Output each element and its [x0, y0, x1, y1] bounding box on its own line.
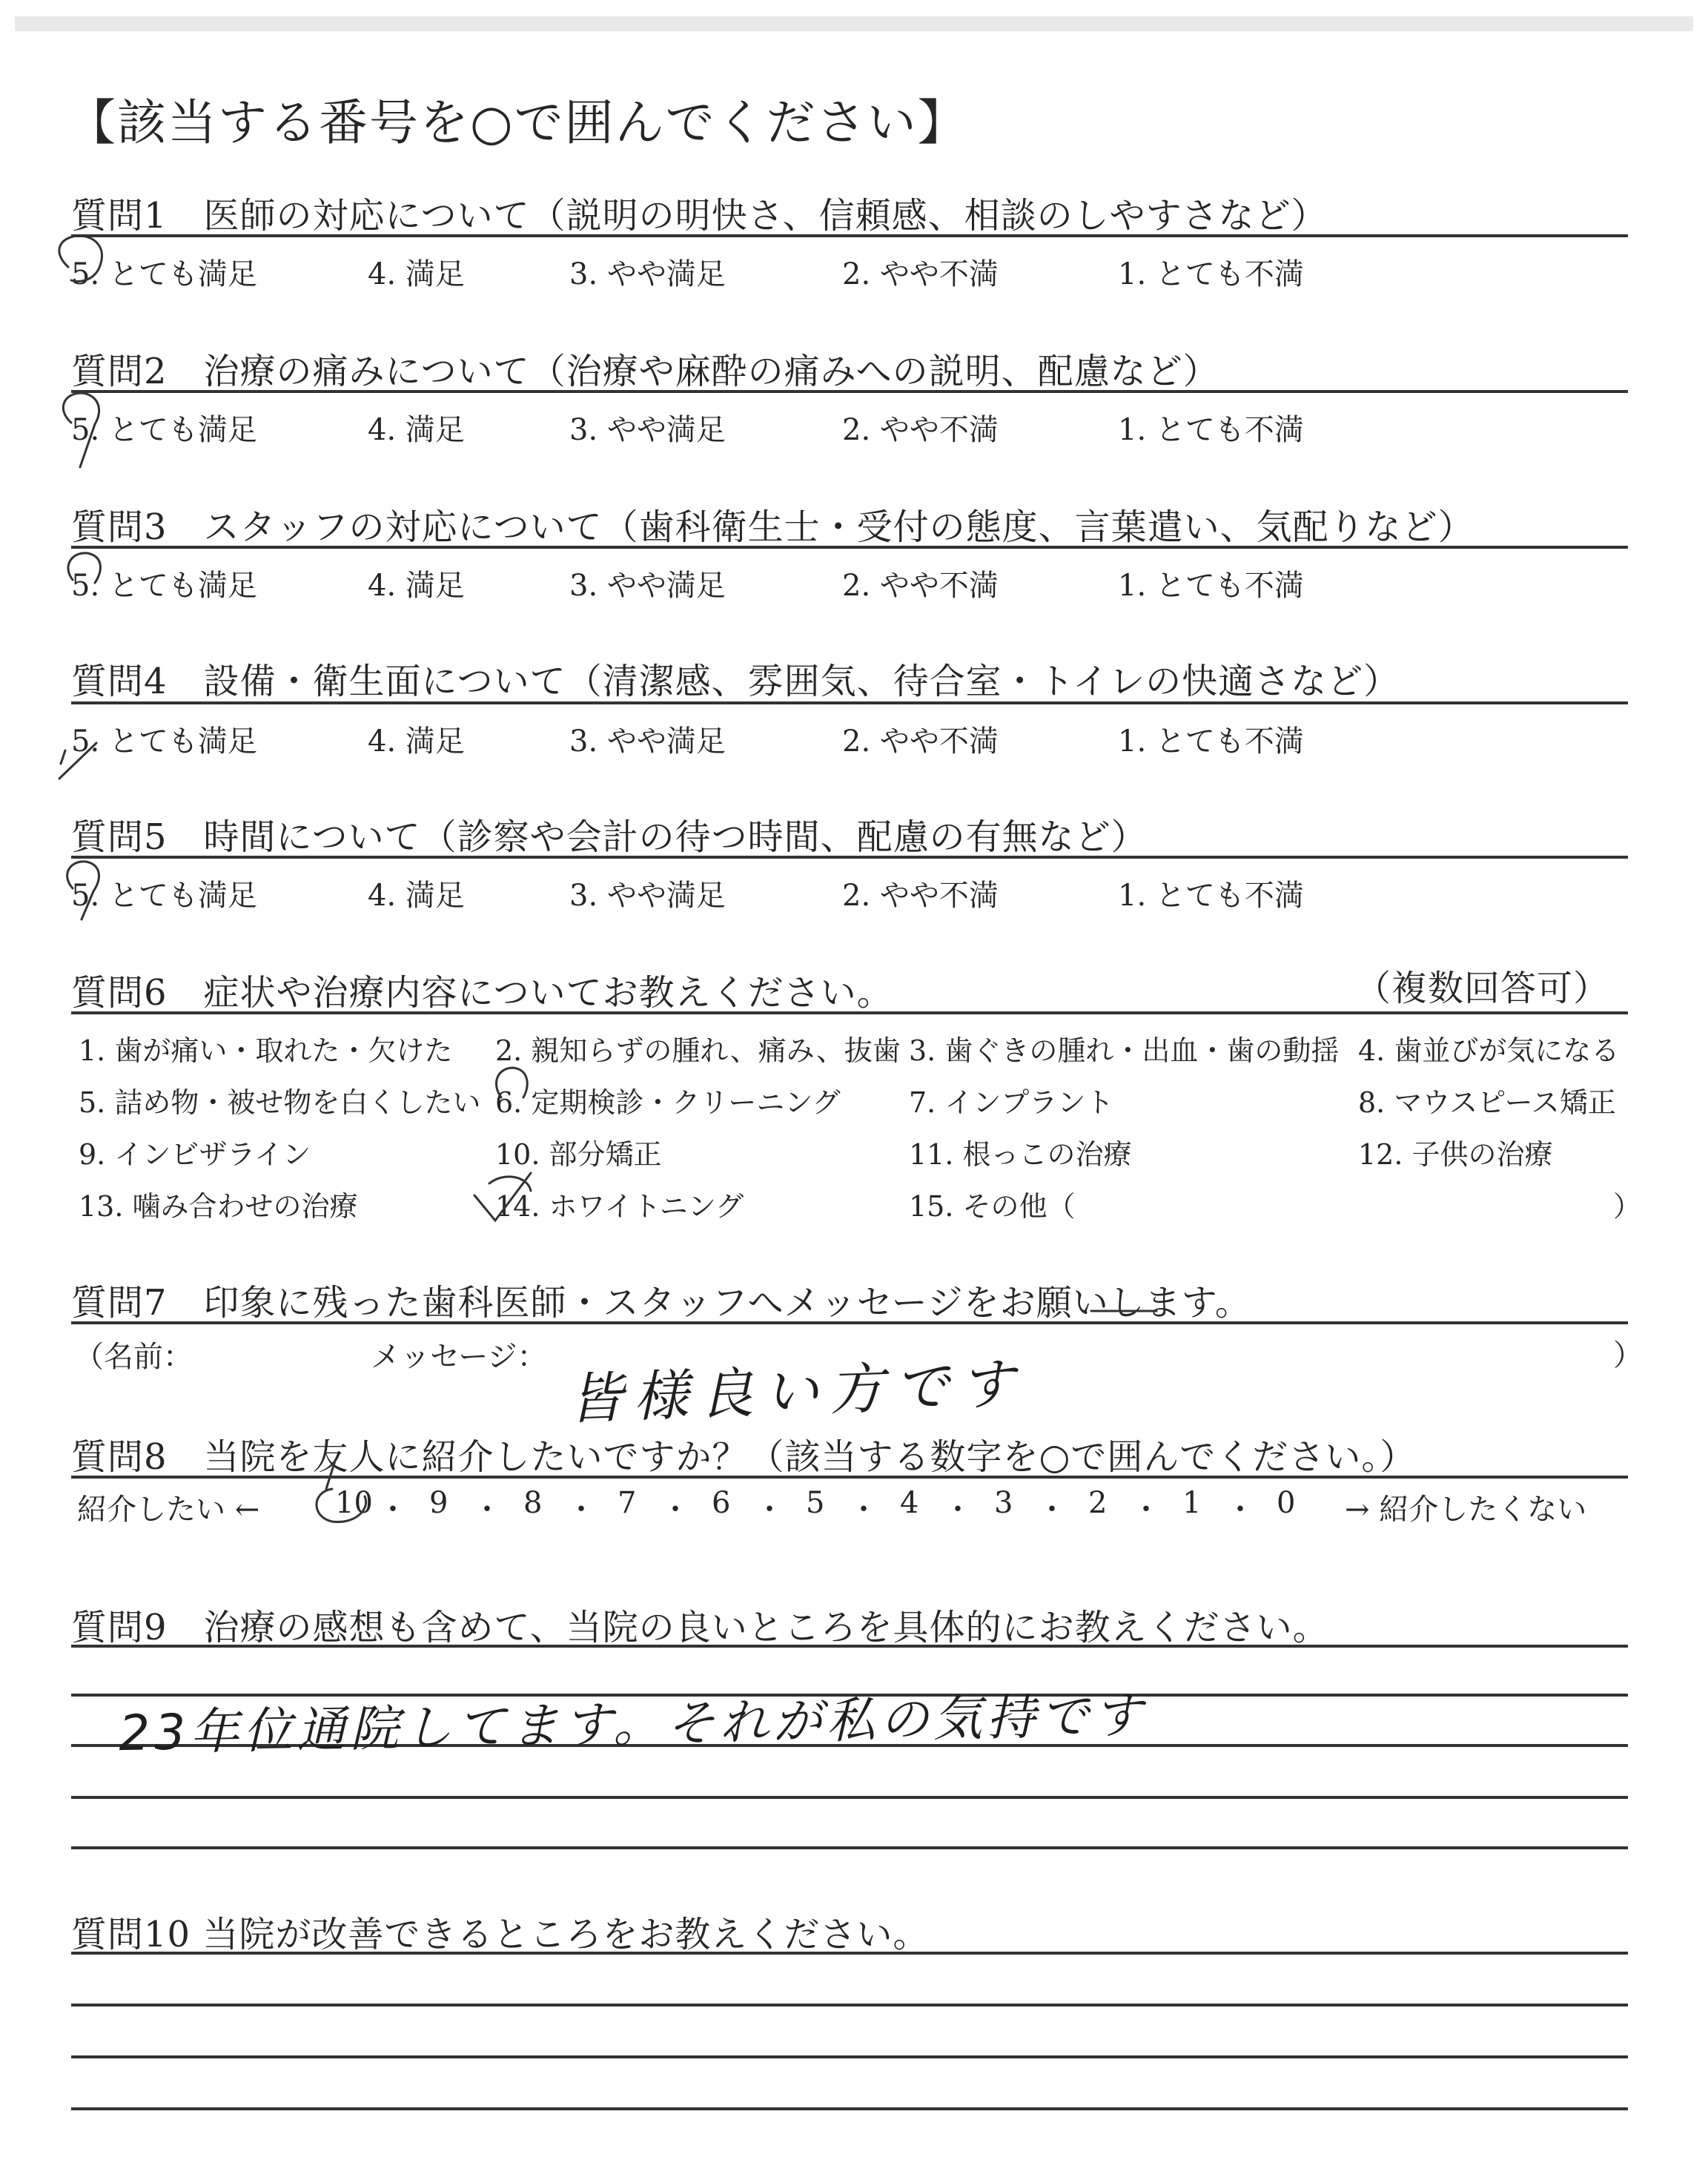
- q8-scale-7[interactable]: 7: [618, 1486, 637, 1520]
- q8-scale-separator: ・: [472, 1493, 502, 1527]
- q1-option-1[interactable]: 1. とても不満: [1118, 257, 1304, 291]
- q4-option-5[interactable]: 5. とても満足: [71, 724, 257, 759]
- q6-item-8[interactable]: 8. マウスピース矯正: [1358, 1086, 1616, 1119]
- q1-option-5[interactable]: 5. とても満足: [71, 257, 257, 291]
- q6-item14-check: [474, 1173, 531, 1221]
- q8-scale-10[interactable]: 10: [335, 1486, 373, 1520]
- q8-scale-separator: ・: [1131, 1493, 1161, 1527]
- q8-left-label: 紹介したい ←: [77, 1493, 260, 1527]
- q8-scale-4[interactable]: 4: [900, 1486, 919, 1520]
- question-8-label: 質問8 当院を友人に紹介したいですか？（該当する数字を○で囲んでください。）: [71, 1436, 1417, 1478]
- q4-check-mark: [59, 743, 96, 779]
- q6-item6-circle: [496, 1068, 527, 1097]
- q6-item-4[interactable]: 4. 歯並びが気になる: [1358, 1034, 1620, 1067]
- q8-scale-6[interactable]: 6: [712, 1486, 731, 1520]
- q6-other-close: ）: [1613, 1190, 1642, 1223]
- q6-item-12[interactable]: 12. 子供の治療: [1358, 1138, 1553, 1171]
- q7-name-label: （名前：: [74, 1340, 193, 1374]
- q6-item-3[interactable]: 3. 歯ぐきの腫れ・出血・歯の動揺: [909, 1034, 1340, 1067]
- q5-option-1[interactable]: 1. とても不満: [1118, 879, 1304, 913]
- q2-option-3[interactable]: 3. やや満足: [569, 413, 726, 447]
- q8-scale-8[interactable]: 8: [523, 1486, 543, 1520]
- q6-item-6[interactable]: 6. 定期検診・クリーニング: [495, 1086, 841, 1119]
- q8-circle-tail: [326, 1461, 335, 1489]
- q8-scale-2[interactable]: 2: [1088, 1486, 1108, 1520]
- q8-scale-1[interactable]: 1: [1182, 1486, 1202, 1520]
- q2-circle-mark: [63, 393, 99, 467]
- q7-close-paren: ）: [1613, 1338, 1643, 1373]
- q8-scale-separator: ・: [1037, 1493, 1067, 1527]
- q3-circle-mark: [68, 553, 100, 583]
- q1-option-4[interactable]: 4. 満足: [368, 257, 465, 291]
- q8-scale-separator: ・: [661, 1493, 690, 1527]
- q7-message-label: メッセージ：: [371, 1340, 547, 1374]
- q5-option-2[interactable]: 2. やや不満: [842, 879, 999, 913]
- q1-option-3[interactable]: 3. やや満足: [569, 257, 726, 291]
- q8-scale-0[interactable]: 0: [1277, 1486, 1296, 1520]
- q6-item-10[interactable]: 10. 部分矯正: [495, 1138, 662, 1171]
- q5-option-4[interactable]: 4. 満足: [368, 879, 465, 913]
- q4-option-4[interactable]: 4. 満足: [368, 724, 465, 759]
- q8-circle-10: [317, 1489, 366, 1522]
- question-2-label: 質問2 治療の痛みについて（治療や麻酔の痛みへの説明、配慮など）: [71, 351, 1219, 392]
- q3-option-4[interactable]: 4. 満足: [368, 569, 465, 603]
- q4-option-1[interactable]: 1. とても不満: [1118, 724, 1304, 759]
- question-4-label: 質問4 設備・衛生面について（清潔感、雰囲気、待合室・トイレの快適さなど）: [71, 661, 1400, 702]
- q8-scale-separator: ・: [1225, 1493, 1255, 1527]
- question-3-label: 質問3 スタッフの対応について（歯科衛生士・受付の態度、言葉遣い、気配りなど）: [71, 506, 1474, 548]
- question-1-label: 質問1 医師の対応について（説明の明快さ、信頼感、相談のしやすさなど）: [71, 195, 1328, 237]
- q6-item-14[interactable]: 14. ホワイトニング: [495, 1190, 744, 1223]
- q7-handwritten-message[interactable]: 皆様良い方です: [566, 1352, 1026, 1432]
- q6-item-1[interactable]: 1. 歯が痛い・取れた・欠けた: [79, 1034, 453, 1067]
- q3-option-1[interactable]: 1. とても不満: [1118, 569, 1304, 603]
- q6-item-2[interactable]: 2. 親知らずの腫れ、痛み、抜歯: [495, 1034, 901, 1067]
- q9-handwritten-answer[interactable]: 23年位通院してます。それが私の気持です: [118, 1686, 1148, 1763]
- q2-option-5[interactable]: 5. とても満足: [71, 413, 257, 447]
- q6-item-7[interactable]: 7. インプラント: [909, 1086, 1114, 1119]
- q1-circle-mark: [59, 236, 102, 281]
- question-7-label: 質問7 印象に残った歯科医師・スタッフへメッセージをお願いします。: [71, 1282, 1251, 1324]
- q8-scale-9[interactable]: 9: [429, 1486, 448, 1520]
- q4-option-3[interactable]: 3. やや満足: [569, 724, 726, 759]
- q5-option-5[interactable]: 5. とても満足: [71, 879, 257, 913]
- q5-circle-mark: [67, 862, 99, 919]
- q8-scale-separator: ・: [378, 1493, 408, 1527]
- q8-scale-5[interactable]: 5: [806, 1486, 825, 1520]
- q6-item-5[interactable]: 5. 詰め物・被せ物を白くしたい: [79, 1086, 481, 1119]
- q8-scale-separator: ・: [755, 1493, 784, 1527]
- q8-scale-3[interactable]: 3: [994, 1486, 1013, 1520]
- q8-scale-separator: ・: [943, 1493, 973, 1527]
- q3-option-2[interactable]: 2. やや不満: [842, 569, 999, 603]
- q2-option-4[interactable]: 4. 満足: [368, 413, 465, 447]
- q2-option-1[interactable]: 1. とても不満: [1118, 413, 1304, 447]
- q8-scale-separator: ・: [566, 1493, 596, 1527]
- question-5-label: 質問5 時間について（診察や会計の待つ時間、配慮の有無など）: [71, 816, 1148, 858]
- q3-option-5[interactable]: 5. とても満足: [71, 569, 257, 603]
- q8-right-label: → 紹介したくない: [1345, 1493, 1587, 1527]
- q6-item-11[interactable]: 11. 根っこの治療: [909, 1138, 1132, 1171]
- q4-option-2[interactable]: 2. やや不満: [842, 724, 999, 759]
- q3-option-3[interactable]: 3. やや満足: [569, 569, 726, 603]
- q5-option-3[interactable]: 3. やや満足: [569, 879, 726, 913]
- q6-item-15[interactable]: 15. その他（: [909, 1190, 1076, 1223]
- q8-scale-separator: ・: [849, 1493, 878, 1527]
- question-6-note: （複数回答可）: [1355, 968, 1610, 1009]
- page-title: 【該当する番号を○で囲んでください】: [67, 94, 968, 151]
- q1-option-2[interactable]: 2. やや不満: [842, 257, 999, 291]
- question-10-label: 質問10 当院が改善できるところをお教えください。: [71, 1914, 930, 1955]
- q6-item-13[interactable]: 13. 噛み合わせの治療: [79, 1190, 358, 1223]
- question-9-label: 質問9 治療の感想も含めて、当院の良いところを具体的にお教えください。: [71, 1607, 1329, 1648]
- question-6-label: 質問6 症状や治療内容についてお教えください。: [71, 972, 893, 1014]
- q6-item-9[interactable]: 9. インビザライン: [79, 1138, 311, 1171]
- q2-option-2[interactable]: 2. やや不満: [842, 413, 999, 447]
